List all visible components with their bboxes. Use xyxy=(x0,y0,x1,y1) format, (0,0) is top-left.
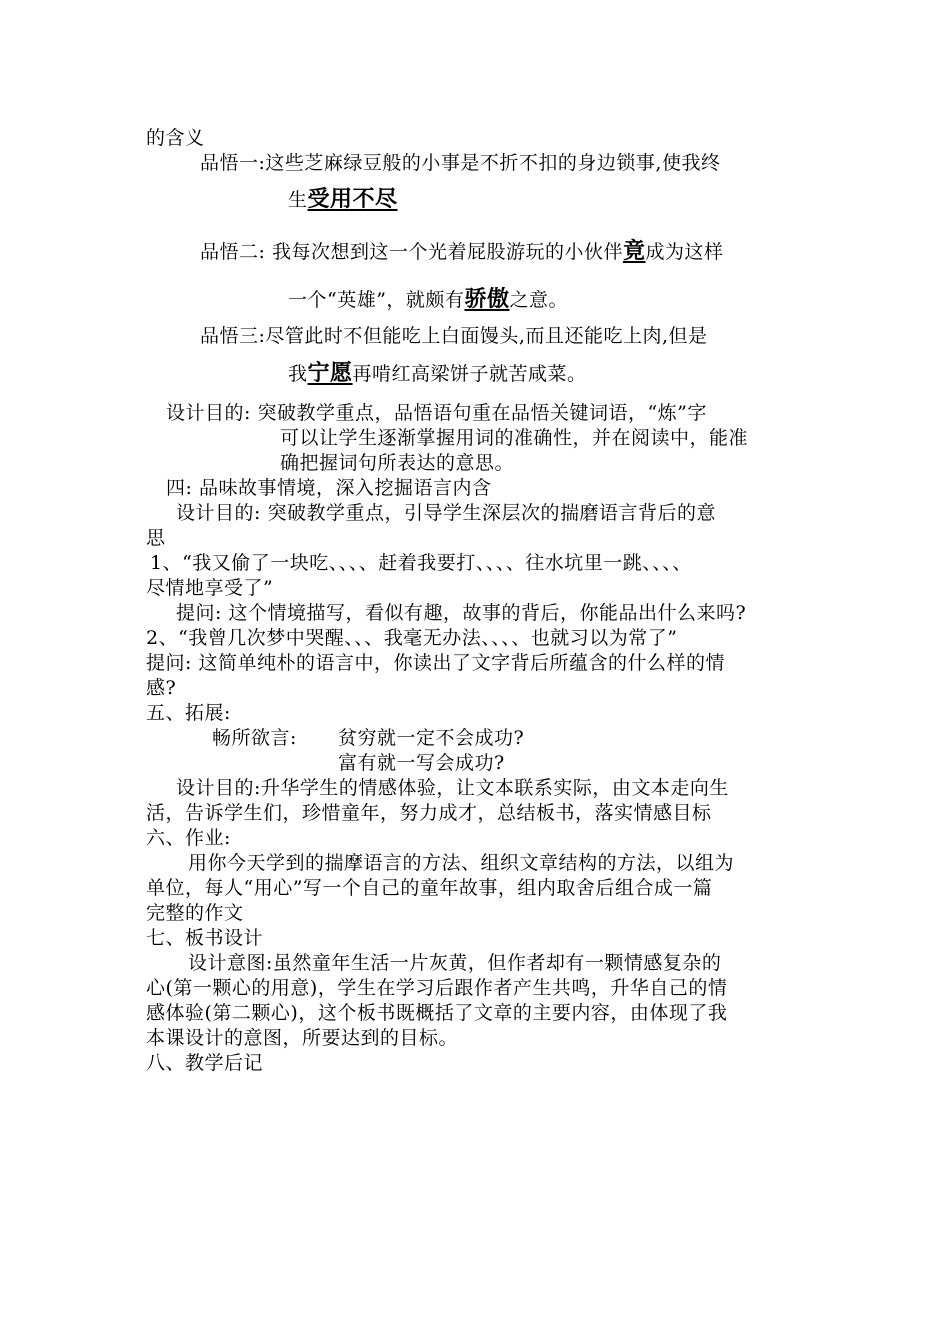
section-heading: 四: 品味故事情境，深入挖掘语言内含 xyxy=(166,477,492,499)
text-line: 设计目的: 突破教学重点，品悟语句重在品悟关键词语，“炼”字 xyxy=(166,402,707,424)
text-line: 单位，每人“用心”写一个自己的童年故事，组内取舍后组合成一篇 xyxy=(146,877,713,899)
text-line: 确把握词句所表达的意思。 xyxy=(280,452,515,474)
text-line: 提问: 这个情境描写，看似有趣，故事的背后，你能品出什么来吗? xyxy=(176,602,747,624)
text-line: 品悟三:尽管此时不但能吃上白面馒头,而且还能吃上肉,但是 xyxy=(200,325,708,347)
text-line xyxy=(288,188,398,212)
text-line: 畅所欲言: xyxy=(212,727,297,749)
text-run: 成为这样 xyxy=(645,241,724,263)
text-line: 活，告诉学生们，珍惜童年，努力成才，总结板书，落实情感目标 xyxy=(146,802,712,824)
text-line: 设计目的:升华学生的情感体验，让文本联系实际，由文本走向生 xyxy=(176,777,729,799)
text-line: 感? xyxy=(146,677,177,699)
text-line: 思 xyxy=(146,527,166,549)
emphasized-word: 竟 xyxy=(622,239,646,264)
emphasized-word: 受用不尽 xyxy=(307,187,398,212)
text-run: 之意。 xyxy=(509,289,568,311)
text-line: 设计意图:虽然童年生活一片灰黄，但作者却有一颗情感复杂的 xyxy=(188,952,722,974)
text-run: 再啃红高梁饼子就苦咸菜。 xyxy=(352,363,587,385)
text-line: 心(第一颗心的用意)，学生在学习后跟作者产生共鸣，升华自己的情 xyxy=(146,977,728,999)
text-line: 的含义 xyxy=(146,127,205,149)
text-line xyxy=(200,240,723,264)
text-line: 用你今天学到的揣摩语言的方法、组织文章结构的方法，以组为 xyxy=(188,852,735,874)
text-line: 富有就一写会成功? xyxy=(338,752,505,774)
text-line: 尽情地享受了” xyxy=(146,577,274,599)
section-heading: 六、作业: xyxy=(146,827,231,849)
text-line: 2、“我曾几次梦中哭醒、、、我毫无办法、、、、也就习以为常了” xyxy=(146,627,678,649)
text-line: 本课设计的意图，所要达到的目标。 xyxy=(146,1027,459,1049)
text-line: 贫穷就一定不会成功? xyxy=(338,727,525,749)
section-heading: 八、教学后记 xyxy=(146,1052,264,1074)
text-line: 感体验(第二颗心)，这个板书既概括了文章的主要内容，由体现了我 xyxy=(146,1002,728,1024)
section-heading: 五、拓展: xyxy=(146,702,231,724)
text-line: 设计目的: 突破教学重点，引导学生深层次的揣磨语言背后的意 xyxy=(176,502,716,524)
text-line: 品悟一:这些芝麻绿豆般的小事是不折不扣的身边锁事,使我终 xyxy=(200,152,721,174)
text-run: 我 xyxy=(288,363,308,385)
emphasized-word: 宁愿 xyxy=(307,361,353,386)
emphasized-word: 骄傲 xyxy=(464,287,510,312)
text-run: 一个“英雄”，就颇有 xyxy=(288,289,465,311)
text-line: 可以让学生逐渐掌握用词的准确性，并在阅读中，能准 xyxy=(280,427,749,449)
text-line: 完整的作文 xyxy=(146,902,244,924)
text-run: 品悟二: 我每次想到这一个光着屁股游玩的小伙伴 xyxy=(200,241,623,263)
text-line: 1、“我又偷了一块吃、、、、赶着我要打、、、、往水坑里一跳、、、、 xyxy=(150,552,692,574)
text-line: 提问: 这简单纯朴的语言中，你读出了文字背后所蕴含的什么样的情 xyxy=(146,652,725,674)
text-line xyxy=(288,362,587,386)
text-run: 生 xyxy=(288,189,308,211)
section-heading: 七、板书设计 xyxy=(146,927,264,949)
text-line xyxy=(288,288,568,312)
